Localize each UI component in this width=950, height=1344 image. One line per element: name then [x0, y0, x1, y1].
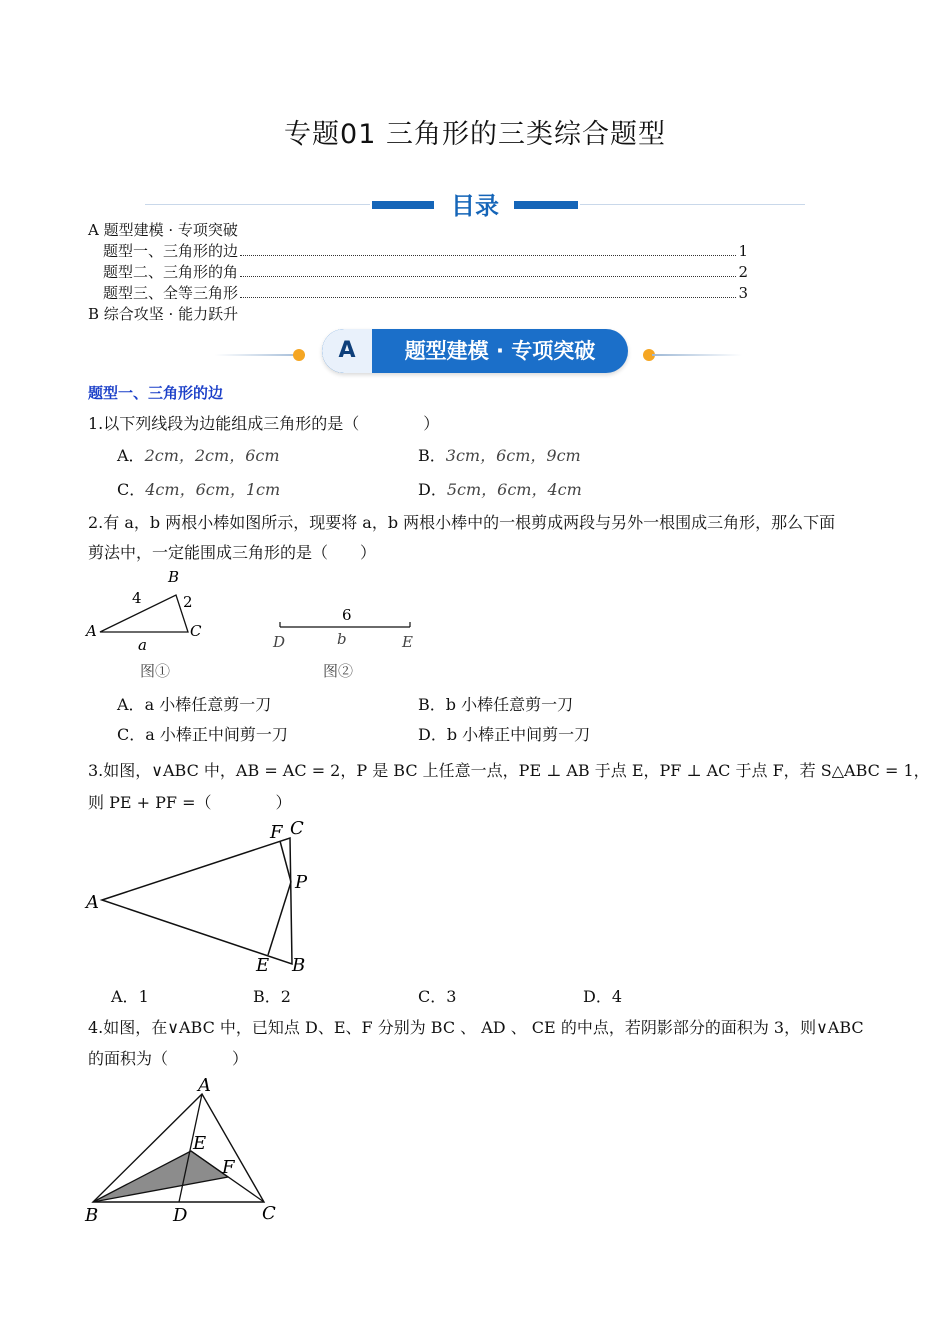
toc-part-b[interactable]: B 综合攻坚 · 能力跃升: [88, 305, 239, 323]
q4-shaded-triangle: [93, 1151, 228, 1202]
q3-label-P: P: [295, 872, 308, 893]
q3-segment-pe: [268, 882, 291, 955]
option-label: C．: [117, 725, 146, 744]
option-text: 5cm，6cm，4cm: [446, 480, 582, 499]
option-label: C．: [117, 480, 146, 499]
q2-label-D: D: [273, 633, 286, 651]
q3-triangle-abc: [102, 838, 292, 964]
option-text: b 小棒任意剪一刀: [445, 695, 574, 714]
q4-stem-line2: 的面积为（ ）: [88, 1049, 249, 1068]
q2-label-b: b: [337, 630, 347, 648]
q3-label-E: E: [256, 955, 270, 976]
banner-line-right: [652, 354, 742, 356]
option-text: 1: [138, 987, 149, 1006]
banner-line-left: [215, 354, 305, 356]
option-text: 3: [446, 987, 457, 1006]
q2-option-d[interactable]: [418, 722, 590, 745]
banner-dot-left: [293, 349, 305, 361]
q3-segment-pf: [280, 841, 291, 882]
q1-option-a[interactable]: [117, 443, 280, 466]
option-label: B．: [418, 695, 446, 714]
q2-label-6: 6: [342, 606, 352, 624]
q4-label-E: E: [193, 1133, 207, 1154]
q3-label-B: B: [292, 955, 306, 976]
option-label: C．: [418, 987, 447, 1006]
q4-label-F: F: [222, 1157, 235, 1178]
q2-figure: [80, 565, 440, 685]
option-text: a 小棒正中间剪一刀: [145, 725, 288, 744]
option-text: 4: [611, 987, 623, 1006]
q4-label-A: A: [198, 1075, 211, 1096]
banner-letter: A: [322, 329, 372, 373]
q4-figure: [80, 1072, 300, 1232]
toc-leader: [240, 297, 736, 298]
toc-entry[interactable]: [103, 261, 748, 281]
toc-entry-label: 题型二、三角形的角: [103, 263, 239, 281]
option-text: 4cm，6cm，1cm: [145, 480, 281, 499]
q3-option-c[interactable]: [418, 984, 456, 1007]
toc-entry-page: 3: [738, 284, 748, 302]
q2-label-a: a: [138, 636, 147, 654]
q2-label-E: E: [402, 633, 413, 651]
option-text: 2cm，2cm，6cm: [144, 446, 280, 465]
q3-label-F: F: [270, 822, 283, 843]
q2-caption-1: 图①: [140, 662, 171, 680]
banner-text: 题型建模 · 专项突破: [404, 339, 596, 363]
toc-leader: [240, 276, 736, 277]
toc-bar-right: [514, 201, 578, 209]
option-label: D．: [583, 987, 612, 1006]
option-text: 2: [280, 987, 291, 1006]
q4-label-D: D: [173, 1205, 188, 1226]
q2-label-C: C: [190, 622, 202, 640]
toc-bar-left: [372, 201, 434, 209]
q3-stem-line2: 则 PE + PF =（ ）: [88, 793, 292, 812]
q2-label-ab: 4: [132, 589, 142, 607]
q1-option-b[interactable]: [418, 443, 581, 466]
q2-label-A: A: [86, 622, 97, 640]
toc-entry-label: 题型一、三角形的边: [103, 242, 239, 260]
toc-heading: 目录: [451, 192, 499, 220]
q4-label-C: C: [262, 1203, 276, 1224]
q3-option-a[interactable]: [111, 984, 149, 1007]
option-text: 3cm，6cm，9cm: [445, 446, 581, 465]
option-label: A．: [117, 695, 145, 714]
option-label: A．: [111, 987, 139, 1006]
option-label: B．: [253, 987, 281, 1006]
option-text: b 小棒正中间剪一刀: [446, 725, 591, 744]
q3-label-A: A: [86, 892, 99, 913]
option-label: D．: [418, 725, 447, 744]
q2-stem-line1: 2.有 a，b 两根小棒如图所示，现要将 a，b 两根小棒中的一根剪成两段与另外一根围成三角形，那么下面: [88, 513, 836, 532]
toc-entry[interactable]: [103, 282, 748, 302]
q2-option-b[interactable]: [418, 692, 573, 715]
toc-leader: [240, 255, 736, 256]
q2-stem-line2: 剪法中，一定能围成三角形的是（ ）: [88, 543, 377, 562]
q3-stem-line1: 3.如图，∨ABC 中，AB = AC = 2，P 是 BC 上任意一点，PE ⊥ AB 于点 E，PF ⊥ AC 于点 F，若 S△ABC = 1，: [88, 761, 930, 780]
q3-figure: [80, 812, 340, 982]
q2-label-bc: 2: [183, 593, 193, 611]
q2-option-a[interactable]: [117, 692, 271, 715]
q1-option-d[interactable]: [418, 477, 582, 500]
q2-triangle: [100, 595, 188, 632]
q3-label-C: C: [290, 818, 304, 839]
toc-divider-right: [580, 204, 805, 205]
q2-label-B: B: [168, 568, 180, 586]
option-label: A．: [117, 446, 145, 465]
q3-option-b[interactable]: [253, 984, 291, 1007]
page-title: 专题01 三角形的三类综合题型: [284, 119, 666, 150]
q1-stem: 1.以下列线段为边能组成三角形的是（ ）: [88, 414, 440, 433]
option-label: D．: [418, 480, 447, 499]
option-label: B．: [418, 446, 446, 465]
section-banner: [322, 329, 628, 373]
toc-divider-left: [145, 204, 370, 205]
section-heading: 题型一、三角形的边: [88, 384, 224, 402]
q4-stem-line1: 4.如图，在∨ABC 中，已知点 D、E、F 分别为 BC 、 AD 、 CE 的中点，若阴影部分的面积为 3，则∨ABC: [88, 1018, 864, 1037]
toc-entry-label: 题型三、全等三角形: [103, 284, 239, 302]
q2-caption-2: 图②: [323, 662, 354, 680]
q2-option-c[interactable]: [117, 722, 288, 745]
q3-option-d[interactable]: [583, 984, 622, 1007]
toc-part-a[interactable]: A 题型建模 · 专项突破: [88, 221, 238, 239]
toc-entry[interactable]: [103, 240, 748, 260]
q1-option-c[interactable]: [117, 477, 280, 500]
q4-label-B: B: [85, 1205, 99, 1226]
option-text: a 小棒任意剪一刀: [144, 695, 272, 714]
toc-entry-page: 2: [738, 263, 748, 281]
toc-entry-page: 1: [738, 242, 748, 260]
